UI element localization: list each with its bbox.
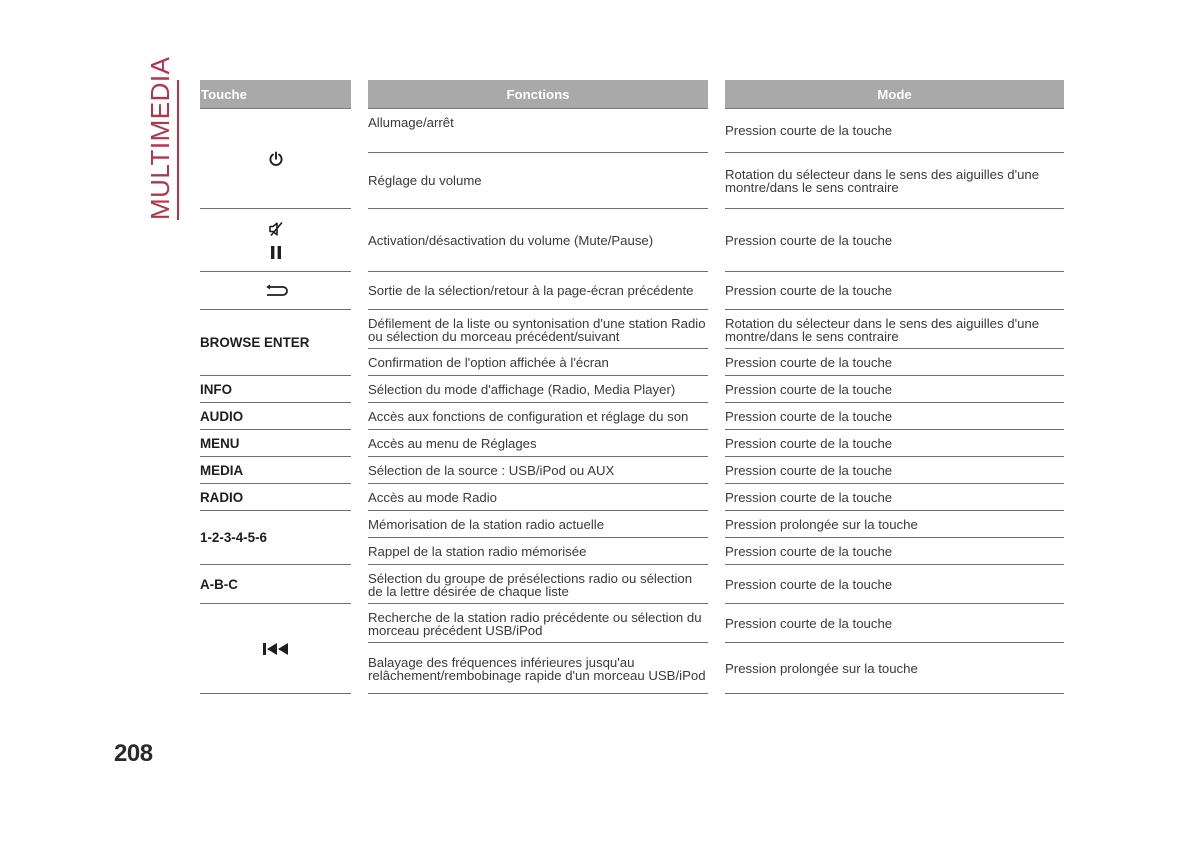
header-functions: Fonctions bbox=[368, 80, 708, 109]
back-mode: Pression courte de la touche bbox=[725, 272, 1064, 310]
mute-function: Activation/désactivation du volume (Mute/Pause) bbox=[368, 209, 708, 272]
info-mode: Pression courte de la touche bbox=[725, 376, 1064, 403]
prev-mode-1: Pression courte de la touche bbox=[725, 604, 1064, 643]
browse-function-1: Défilement de la liste ou syntonisation d'une station Radio ou sélection du morceau précédent/suivant bbox=[368, 310, 708, 349]
prev-function-2: Balayage des fréquences inférieures jusqu'au relâchement/rembobinage rapide d'un morceau USB/iPod bbox=[368, 643, 708, 694]
header-key: Touche bbox=[200, 80, 351, 109]
table-row bbox=[200, 272, 1064, 310]
section-title-rule bbox=[177, 80, 179, 220]
prev-mode-2: Pression prolongée sur la touche bbox=[725, 643, 1064, 694]
audio-function: Accès aux fonctions de configuration et réglage du son bbox=[368, 403, 708, 430]
media-function: Sélection de la source : USB/iPod ou AUX bbox=[368, 457, 708, 484]
table-row bbox=[200, 604, 1064, 643]
table-row bbox=[200, 430, 1064, 457]
browse-mode-1: Rotation du sélecteur dans le sens des aiguilles d'une montre/dans le sens contraire bbox=[725, 310, 1064, 349]
section-title bbox=[142, 56, 178, 220]
power-function-1: Allumage/arrêt bbox=[368, 109, 708, 153]
mute-mode: Pression courte de la touche bbox=[725, 209, 1064, 272]
power-mode-2: Rotation du sélecteur dans le sens des aiguilles d'une montre/dans le sens contraire bbox=[725, 153, 1064, 209]
controls-table bbox=[200, 80, 1064, 694]
info-key: INFO bbox=[200, 376, 351, 403]
info-function: Sélection du mode d'affichage (Radio, Media Player) bbox=[368, 376, 708, 403]
table-row bbox=[200, 209, 1064, 272]
power-key-cell bbox=[200, 109, 351, 209]
browse-key: BROWSE ENTER bbox=[200, 310, 351, 376]
menu-key: MENU bbox=[200, 430, 351, 457]
mute-key-cell bbox=[200, 209, 351, 272]
pause-icon bbox=[269, 245, 283, 260]
power-function-2: Réglage du volume bbox=[368, 153, 708, 209]
media-key: MEDIA bbox=[200, 457, 351, 484]
table-row bbox=[200, 109, 1064, 153]
mute-icon bbox=[268, 221, 284, 237]
browse-mode-2: Pression courte de la touche bbox=[725, 349, 1064, 376]
presets-mode-2: Pression courte de la touche bbox=[725, 538, 1064, 565]
table-row bbox=[200, 565, 1064, 604]
radio-key: RADIO bbox=[200, 484, 351, 511]
power-icon bbox=[268, 151, 284, 167]
table-row bbox=[200, 403, 1064, 430]
presets-function-1: Mémorisation de la station radio actuelle bbox=[368, 511, 708, 538]
back-icon bbox=[264, 284, 288, 298]
table-header-row bbox=[200, 80, 1064, 109]
prev-key-cell bbox=[200, 604, 351, 694]
presets-mode-1: Pression prolongée sur la touche bbox=[725, 511, 1064, 538]
presets-function-2: Rappel de la station radio mémorisée bbox=[368, 538, 708, 565]
table-row bbox=[200, 484, 1064, 511]
page-number: 208 bbox=[114, 740, 153, 767]
table-row bbox=[200, 457, 1064, 484]
abc-mode: Pression courte de la touche bbox=[725, 565, 1064, 604]
table-row bbox=[200, 310, 1064, 349]
abc-function: Sélection du groupe de présélections radio ou sélection de la lettre désirée de chaque liste bbox=[368, 565, 708, 604]
media-mode: Pression courte de la touche bbox=[725, 457, 1064, 484]
menu-function: Accès au menu de Réglages bbox=[368, 430, 708, 457]
menu-mode: Pression courte de la touche bbox=[725, 430, 1064, 457]
audio-mode: Pression courte de la touche bbox=[725, 403, 1064, 430]
power-mode-1: Pression courte de la touche bbox=[725, 109, 1064, 153]
table-row bbox=[200, 511, 1064, 538]
table-row bbox=[200, 376, 1064, 403]
header-mode: Mode bbox=[725, 80, 1064, 109]
browse-function-2: Confirmation de l'option affichée à l'écran bbox=[368, 349, 708, 376]
radio-function: Accès au mode Radio bbox=[368, 484, 708, 511]
audio-key: AUDIO bbox=[200, 403, 351, 430]
prev-function-1: Recherche de la station radio précédente ou sélection du morceau précédent USB/iPod bbox=[368, 604, 708, 643]
section-title-text: MULTIMEDIA bbox=[145, 56, 175, 220]
radio-mode: Pression courte de la touche bbox=[725, 484, 1064, 511]
presets-key: 1-2-3-4-5-6 bbox=[200, 511, 351, 565]
back-function: Sortie de la sélection/retour à la page-écran précédente bbox=[368, 272, 708, 310]
skip-back-icon bbox=[262, 642, 290, 656]
back-key-cell bbox=[200, 272, 351, 310]
abc-key: A-B-C bbox=[200, 565, 351, 604]
